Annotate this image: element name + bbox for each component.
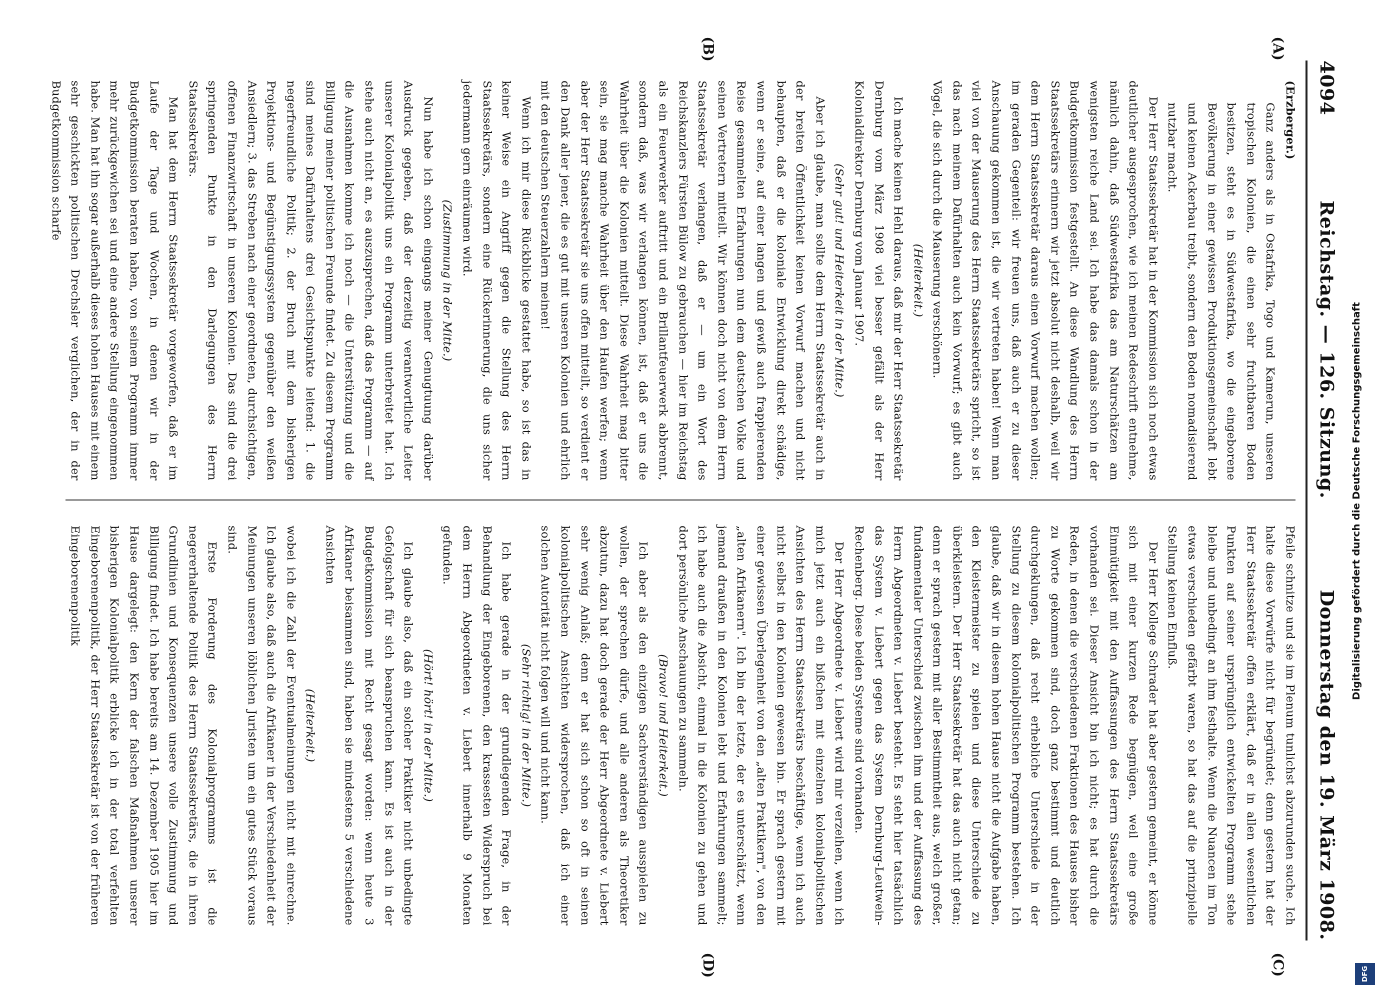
paragraph: Ich glaube also, daß ein solcher Praktiker nicht unbedingte Gefolgschaft für sich beanspruchen kann. Es ist auch in der Budgetkommission mit Recht gesagt worden: wenn heute 3 Afrikaner beisammen sind, haben sie mindestens 5 verschiedene Ansichten	[322, 525, 416, 925]
paragraph: Nun habe ich schon eingangs meiner Genugtuung darüber Ausdruck gegeben, daß der derzeitig verantwortliche Leiter unserer Kolonialpolitik uns ein Programm unterbreitet hat. Ich stehe auch nicht an, es auszusprechen, daß das Programm — auf die Ausnahmen komme ich noch — die Unterstützung und die Billigung meiner politischen Freunde findet. Zu diesem Programm sind meines Dafürhaltens drei Gesichtspunkte leitend: 1. die negerfreundliche Politik; 2. der Bruch mit dem bisherigen Projektions- und Begünstigungssystem gegenüber den weißen Ansiedlern; 3. das Streben nach einer geordneten, durchsichtigen, offenen Finanzwirtschaft in unseren Kolonien. Das sind die drei springenden Punkte in den Darlegungen des Herrn Staatssekretärs.	[185, 80, 435, 480]
session-date: Donnerstag den 19. März 1908.	[1315, 589, 1337, 940]
paragraph: Ganz anders als in Ostafrika, Togo und Kamerun, unseren tropischen Kolonien, die einen sehr fruchtbaren Boden besitzen, steht es in Südwestafrika, wo die eingeborene Bevölkerung in einer gewissen Produktionsgemeinschaft lebt und keinen Ackerbau treibt, sondern den Boden nomadisierend nutzbar macht.	[1165, 102, 1278, 480]
speaker-name: (Erzberger.)	[1283, 80, 1297, 160]
paragraph: Ich habe gerade in der grundlegenden Frage, in der Behandlung der Eingeborenen, den krassesten Widerspruch bei dem Herrn Abgeordneten v. Liebert innerhalb 9 Monaten gefunden.	[440, 525, 514, 925]
digitization-note	[1337, 10, 1377, 992]
paragraph: Ich mache keinen Hehl daraus, daß mir der Herr Staatssekretär Dernburg vom März 1908 viel besser gefällt als der Herr Kolonialdirektor Dernburg vom Januar 1907.	[851, 80, 906, 480]
page-number: 4094	[1315, 60, 1337, 115]
margin-marker-d: (D)	[699, 952, 715, 978]
paragraph: Der Herr Kollege Schrader hat aber gestern gemeint, er könne sich mit einer kurzen Rede begnügen, weil eine große Einmütigkeit mit den Auffassungen des Herrn Staatssekretärs vorhanden sei. Dieser Ansicht bin ich nicht; es hat durch die Reden, in denen die verschiedenen Fraktionen des Hauses bisher zu Worte gekommen sind, doch ganz bestimmt und deutlich durchgeklungen, daß recht erhebliche Unterschiede in der Stellung zu diesem kolonialpolitischen Programm bestehen. Ich glaube, daß wir in diesem hohen Hause nicht die Aufgabe haben, den Kleistermeister zu spielen und diese Unterschiede zu überkleistern. Der Herr Staatssekretär hat das auch nicht getan; denn er sprach gestern mit aller Bestimmtheit aus, welch großer, fundamentaler Unterschied zwischen ihm und der Auffassung des Herrn Abgeordneten v. Liebert besteht. Es steht hier tatsächlich das System v. Liebert gegen das System Dernburg-Leutwein-Rechenberg. Diese beiden Systeme sind vorhanden.	[851, 525, 1160, 925]
paragraph: Der Herr Abgeordnete v. Liebert wird mir verzeihen, wenn ich mich jetzt auch ein bißchen mit einzelnen kolonialpolitischen Ansichten des Herrn Staatssekretärs beschäftige, wenn ich auch nicht selbst in den Kolonien gewesen bin. Er sprach gestern mit einer gewissen Überlegenheit von den „alten Praktikern", von den „alten Afrikanern". Ich bin der letzte, der es unterschätzt, wenn jemand draußen in den Kolonien lebt und Erfahrungen sammelt; ich habe auch die Absicht, einmal in die Kolonien zu gehen und dort persönliche Anschauungen zu sammeln.	[675, 525, 847, 925]
interjection: (Sehr richtig! in der Mitte.)	[518, 643, 533, 807]
digitization-note-text: Digitalisierung gefördert durch die Deutsche Forschungsgemeinschaft	[1351, 302, 1363, 700]
margin-marker-b: (B)	[699, 36, 715, 62]
paragraph: Aber ich glaube, man sollte dem Herrn Staatssekretär auch in der breiten Öffentlichkeit keinen Vorwurf machen und nicht behaupten, daß er die koloniale Entwicklung direkt schädige, wenn er seine, auf einer langen und gewiß auch frappierenden Reise gesammelten Erfahrungen nun dem deutschen Volke und seinen Vertretern mitteilt. Wir können doch nicht von dem Herrn Staatssekretär verlangen, daß er — um ein Wort des Reichskanzlers Fürsten Bülow zu gebrauchen — hier im Reichstag als ein Feuerwerker auftritt und ein Brillantfeuerwerk abbrennt, sondern daß, was wir verlangen können, ist, daß er uns die Wahrheit über die Kolonien mitteilt. Diese Wahrheit mag bitter sein, sie mag manche Wahrheit über den Haufen werfen; wenn aber der Herr Staatssekretär sie uns offen mitteilt, so verdient er den Dank aller jener, die es gut mit unseren Kolonien und ehrlich mit den deutschen Steuerzahlern meinen!	[538, 80, 827, 480]
interjection: (Bravo! und Heiterkeit.)	[656, 653, 670, 797]
paragraph: Man hat dem Herrn Staatssekretär vorgeworfen, daß er im Laufe der Tage und Wochen, in denen wir in der Budgetkommission beraten haben, von seinem Programm immer mehr zurückgewichen sei und eine andere Stellung eingenommen habe. Man hat ihn sogar außerhalb dieses hohen Hauses mit einem sehr geschickten politischen Drechsler verglichen, der in der Budgetkommission scharfe	[48, 80, 181, 480]
right-column	[65, 525, 1299, 925]
paragraph: Wenn ich mir diese Rückblicke gestattet habe, so ist das in keiner Weise ein Angriff gegen die Stellung des Herrn Staatssekretärs, sondern eine Rückerinnerung, die uns sicher jedermann gern einräumen wird.	[460, 80, 533, 480]
column-divider	[65, 499, 1295, 500]
interjection: (Heiterkeit.)	[910, 243, 925, 317]
interjection: (Sehr gut! und Heiterkeit in der Mitte.)	[832, 163, 847, 397]
interjection: (Heiterkeit.)	[303, 688, 318, 762]
session-title: Reichstag. — 126. Sitzung.	[1315, 200, 1337, 499]
paragraph: Ich aber als den einzigen Sachverständigen ausspielen zu wollen, der sprechen dürfe, und alle anderen als Theoretiker abzutun, dazu hat doch gerade der Herr Abgeordnete v. Liebert sehr wenig Anlaß; denn er hat sich schon so oft in seinen kolonialpolitischen Ansichten widersprochen, daß ich einer solchen Autorität nicht folgen will und nicht kann.	[538, 525, 651, 925]
paragraph: wobei ich die Zahl der Eventualmeinungen nicht mit einrechne. Ich glaube also, daß auch die Afrikaner in der Verschiedenheit der Meinungen unseren löblichen Juristen um ein gutes Stück voraus sind.	[224, 525, 298, 925]
margin-marker-a: (A)	[1269, 36, 1285, 61]
paragraph: Der Herr Staatssekretär hat in der Kommission sich noch etwas deutlicher ausgesprochen, wie ich meinen Redeschrift entnehme, nämlich dahin, daß Südwestafrika das am Naturschätzen am wenigsten reiche Land sei. Ich habe das damals schon in der Budgetkommission festgestellt. An diese Wandlung des Herrn Staatssekretärs erinnern wir jetzt absolut nicht deshalb, weil wir dem Herrn Staatssekretär daraus einen Vorwurf machen wollen; im geraden Gegenteil: wir freuen uns, daß auch er zu dieser Anschauung gekommen ist, die wir vertreten haben! Wenn man viel von der Mauserung des Herrn Staatssekretärs spricht, so ist das nach meinem Dafürhalten auch kein Vorwurf; es gibt auch Vögel, die sich durch die Mauserung verschönern.	[930, 80, 1160, 480]
interjection: (Hört! hört! in der Mitte.)	[420, 648, 435, 802]
paragraph: Erste Forderung des Kolonialprogramms ist die negererhaltende Politik des Herrn Staatssekretärs, die in ihren Grundlinien und Konsequenzen unsere volle Zustimmung und Billigung findet. Ich habe bereits am 14. Dezember 1905 hier im Hause dargelegt: den Kern der falschen Maßnahmen unserer bisherigen Kolonialpolitik erblicke ich in der total verfehlten Eingeborenenpolitik, der Herr Staatssekretär ist von der früheren Eingeborenenpolitik	[68, 525, 220, 925]
header-rule	[1305, 60, 1307, 940]
interjection: (Zustimmung in der Mitte.)	[440, 199, 455, 361]
margin-marker-c: (C)	[1269, 952, 1285, 977]
dfg-logo: DFG	[1355, 963, 1375, 985]
page-header	[1309, 60, 1337, 940]
paragraph: Pfeile schnitze und sie im Plenum tunlichst abzurunden suche. Ich halte diese Vorwürfe nicht für begründet; denn gestern hat der Herr Staatssekretär offen erklärt, daß er in allen wesentlichen Punkten auf seiner ursprünglich entwickelten Programm stehe bleibe und unbedingt an ihm festhalte. Wenn die Nuancen im Ton etwas verschieden gefärbt waren, so hat das auf die prinzipielle Stellung keinen Einfluß.	[1165, 525, 1297, 925]
left-column	[45, 80, 1299, 480]
